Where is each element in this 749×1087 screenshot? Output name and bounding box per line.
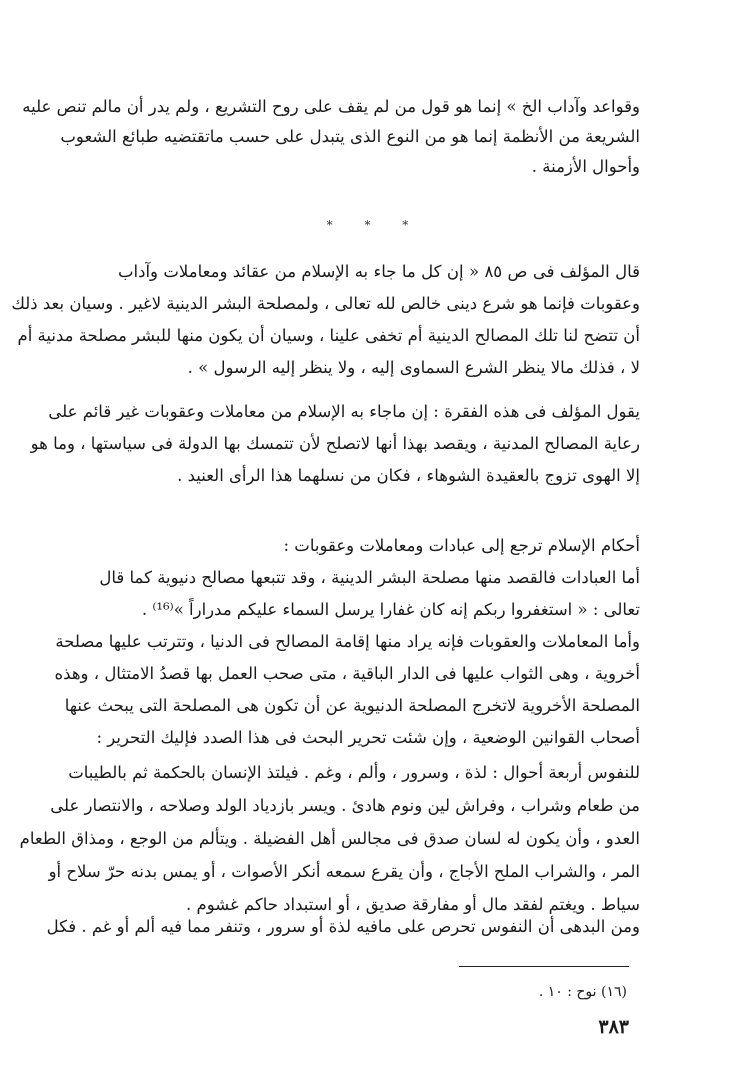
text-line: أما العبادات فالقصد منها مصلحة البشر الدينية ، وقد تتبعها مصالح دنيوية كما قال: [99, 568, 640, 587]
text-line: العدو ، وأن يكون له لسان صدق فى مجالس أهل الفضيلة . ويتألم من الوجع ، ومذاق الطعام: [19, 829, 640, 848]
footnote-divider: [459, 966, 629, 967]
text-line: رعاية المصالح المدنية ، ويقصد بهذا أنها لاتصلح لأن تتمسك بها الدولة فى سياستها ، وما هو: [30, 434, 640, 453]
text-line: لا ، فذلك مالا ينظر الشرع السماوى إليه ، ولا ينظر إليه الرسول » .: [187, 358, 640, 377]
text-line: المصلحة الأخروية لاتخرج المصلحة الدنيوية عن أن تكون هى المصلحة التى يبحث عنها: [64, 696, 640, 715]
text-line: المر ، والشراب الملح الأجاج ، وأن يقرع سمعه أنكر الأصوات ، أو يمس بدنه حرّ سلاح أو: [48, 862, 640, 881]
section-separator: * * *: [326, 218, 423, 232]
paragraph-4: [99, 562, 640, 626]
text-line: سياط . ويغتم لفقد مال أو مفارقة صديق ، أو استبداد حاكم غشوم .: [186, 895, 640, 914]
text-line: ومن البدهى أن النفوس تحرص على مافيه لذة أو سرور ، وتنفر مما فيه ألم أو غم . فكل: [46, 917, 640, 936]
text-line: وقواعد وآداب الخ » إنما هو قول من لم يقف على روح التشريع ، ولم يدر أن مالم تنص عليه: [22, 97, 640, 116]
footnote: (١٦) نوح : ١٠ .: [538, 984, 627, 1000]
text-line: وأحوال الأزمنة .: [531, 157, 640, 176]
text-line: أخروية ، وهى الثواب عليها فى الدار الباقية ، متى صحب العمل بها قصدُ الامتثال ، وهذه: [54, 664, 640, 683]
text-line: من طعام وشراب ، وفراش لين ونوم هادئ . ويسر بازدياد الولد وصلاحه ، والانتصار على: [50, 796, 640, 815]
text-line: تعالى : « استغفروا ربكم إنه كان غفارا يرسل السماء عليكم مدراراً »⁽¹⁶⁾ .: [141, 600, 640, 619]
paragraph-5: [54, 626, 640, 754]
paragraph-3: [30, 396, 640, 492]
paragraph-1: [22, 92, 640, 182]
text-line: للنفوس أربعة أحوال : لذة ، وسرور ، وألم ، وغم . فيلتذ الإنسان بالحكمة ثم بالطيبات: [68, 763, 640, 782]
paragraph-6: [19, 756, 640, 921]
paragraph-7: [46, 912, 640, 942]
text-line: أن تتضح لنا تلك المصالح الدينية أم تخفى علينا ، وسيان أن يكون منها للبشر مصلحة مدنية أم: [17, 326, 640, 345]
section-heading: [118, 530, 640, 562]
text-line: قال المؤلف فى ص ٨٥ « إن كل ما جاء به الإسلام من عقائد ومعاملات وآداب: [118, 262, 640, 281]
text-line: وأما المعاملات والعقوبات فإنه يراد منها إقامة المصالح فى الدنيا ، وتترتب عليها مصلحة: [55, 632, 640, 651]
heading-line: أحكام الإسلام ترجع إلى عبادات ومعاملات وعقوبات :: [283, 536, 640, 555]
text-line: وعقوبات فإنما هو شرع دينى خالص لله تعالى ، ولمصلحة البشر الدينية لاغير . وسيان بعد ذلك: [11, 294, 640, 313]
text-line: إلا الهوى تزوج بالعقيدة الشوهاء ، فكان من نسلهما هذا الرأى العنيد .: [177, 466, 640, 485]
text-line: يقول المؤلف فى هذه الفقرة : إن ماجاء به الإسلام من معاملات وعقوبات غير قائم على: [48, 402, 640, 421]
page-number: ٣٨٣: [598, 1016, 629, 1038]
text-line: أصحاب القوانين الوضعية ، وإن شئت تحرير البحث فى هذا الصدد فإليك التحرير :: [96, 728, 640, 747]
text-line: الشريعة من الأنظمة إنما هو من النوع الذى يتبدل على حسب ماتقتضيه طبائع الشعوب: [60, 127, 640, 146]
paragraph-2: [11, 256, 640, 384]
